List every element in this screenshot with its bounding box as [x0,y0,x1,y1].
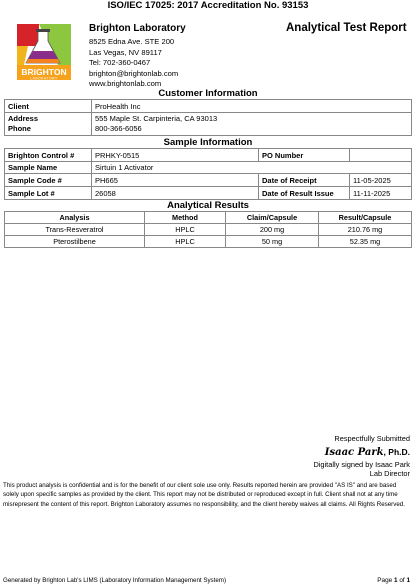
date-of-receipt-value: 11-05-2025 [350,174,412,187]
result-cell: 52.35 mg [319,236,412,248]
signature-name [325,447,410,458]
lab-address-line-2: Las Vegas, NV 89117 [89,47,162,57]
header-method: Method [145,212,226,224]
sample-lot-value: 26058 [92,187,259,200]
header-claim: Claim/Capsule [226,212,319,224]
lab-name: Brighton Laboratory [89,23,186,34]
lab-address-block [89,37,178,90]
sample-lot-row [5,187,412,200]
logo-text-sub: LABORATORY [30,76,58,81]
method-cell: HPLC [145,236,226,248]
lab-website[interactable]: www.brightonlab.com [89,79,162,88]
page-prefix: Page [377,577,394,584]
customer-info-table [4,99,412,136]
phone-label: Phone [8,124,31,133]
lab-address-line-1: 8525 Edna Ave. STE 200 [89,37,175,46]
lab-email[interactable]: brighton@brightonlab.com [89,68,179,78]
respectfully-submitted: Respectfully Submitted [334,434,410,443]
date-of-receipt-label: Date of Receipt [259,174,350,187]
page-total: 1 [406,577,410,584]
po-label: PO Number [259,149,350,162]
sample-code-row [5,174,412,187]
address-phone-values [92,113,412,136]
sample-info-heading: Sample Information [163,137,253,148]
results-header-row [5,212,412,224]
analytical-results-heading: Analytical Results [167,200,249,211]
address-phone-row [5,113,412,136]
control-value: PRHKY-0515 [92,149,259,162]
phone-value: 800-366-6056 [95,124,142,133]
table-row [5,224,412,236]
accreditation-line: ISO/IEC 17025: 2017 Accreditation No. 93153 [107,0,309,11]
digital-signature-line: Digitally signed by Isaac Park [313,460,410,469]
header-analysis: Analysis [5,212,145,224]
po-value [350,149,412,162]
sample-code-label: Sample Code # [5,174,92,187]
address-phone-labels [5,113,92,136]
page-number: 1 [393,577,398,584]
claim-cell: 50 mg [226,236,319,248]
brighton-logo [14,21,74,83]
sample-name-row [5,162,412,174]
client-label: Client [5,100,92,113]
client-value: ProHealth Inc [92,100,412,113]
claim-cell: 200 mg [226,224,319,236]
control-row [5,149,412,162]
method-cell: HPLC [145,224,226,236]
header-result: Result/Capsule [319,212,412,224]
control-label: Brighton Control # [5,149,92,162]
report-title: Analytical Test Report [286,22,407,34]
lab-tel: Tel: 702-360-0467 [89,58,151,67]
analysis-cell: Pterostilbene [5,236,145,248]
sample-code-value: PH665 [92,174,259,187]
page-indicator [377,577,410,584]
sample-lot-label: Sample Lot # [5,187,92,200]
disclaimer-text: This product analysis is confidential and is for the benefit of our client sole use only. Results reported herein are provided "AS IS" and are based solely upon specific samples as provided by the client. This report may not be distributed or reproduced except in full. Client shall not at any time misrepresent the content of this report. Brighton Laboratory assumes no responsibility, and the client hereby waives all claims. All Rights Reserved. [3,482,405,508]
footer-generated: Generated by Brighton Lab's LIMS (Laboratory Information Management System) [3,577,227,584]
date-of-result-issue-value: 11-11-2025 [350,187,412,200]
signature-script: Isaac Park [324,447,384,458]
analysis-cell: Trans-Resveratrol [5,224,145,236]
logo-text-main: BRIGHTON [21,67,67,77]
customer-info-heading: Customer Information [158,88,258,99]
address-value: 555 Maple St. Carpinteria, CA 93013 [95,114,218,123]
client-row [5,100,412,113]
date-of-result-issue-label: Date of Result Issue [259,187,350,200]
sample-info-table [4,148,412,200]
signer-role: Lab Director [369,469,410,478]
table-row [5,236,412,248]
result-cell: 210.76 mg [319,224,412,236]
signature-suffix: , Ph.D. [383,447,410,457]
sample-name-value: Sirtuin 1 Activator [92,162,412,174]
address-label: Address [8,114,39,123]
sample-name-label: Sample Name [5,162,92,174]
page-mid: of [397,577,407,584]
analytical-results-table [4,211,412,248]
